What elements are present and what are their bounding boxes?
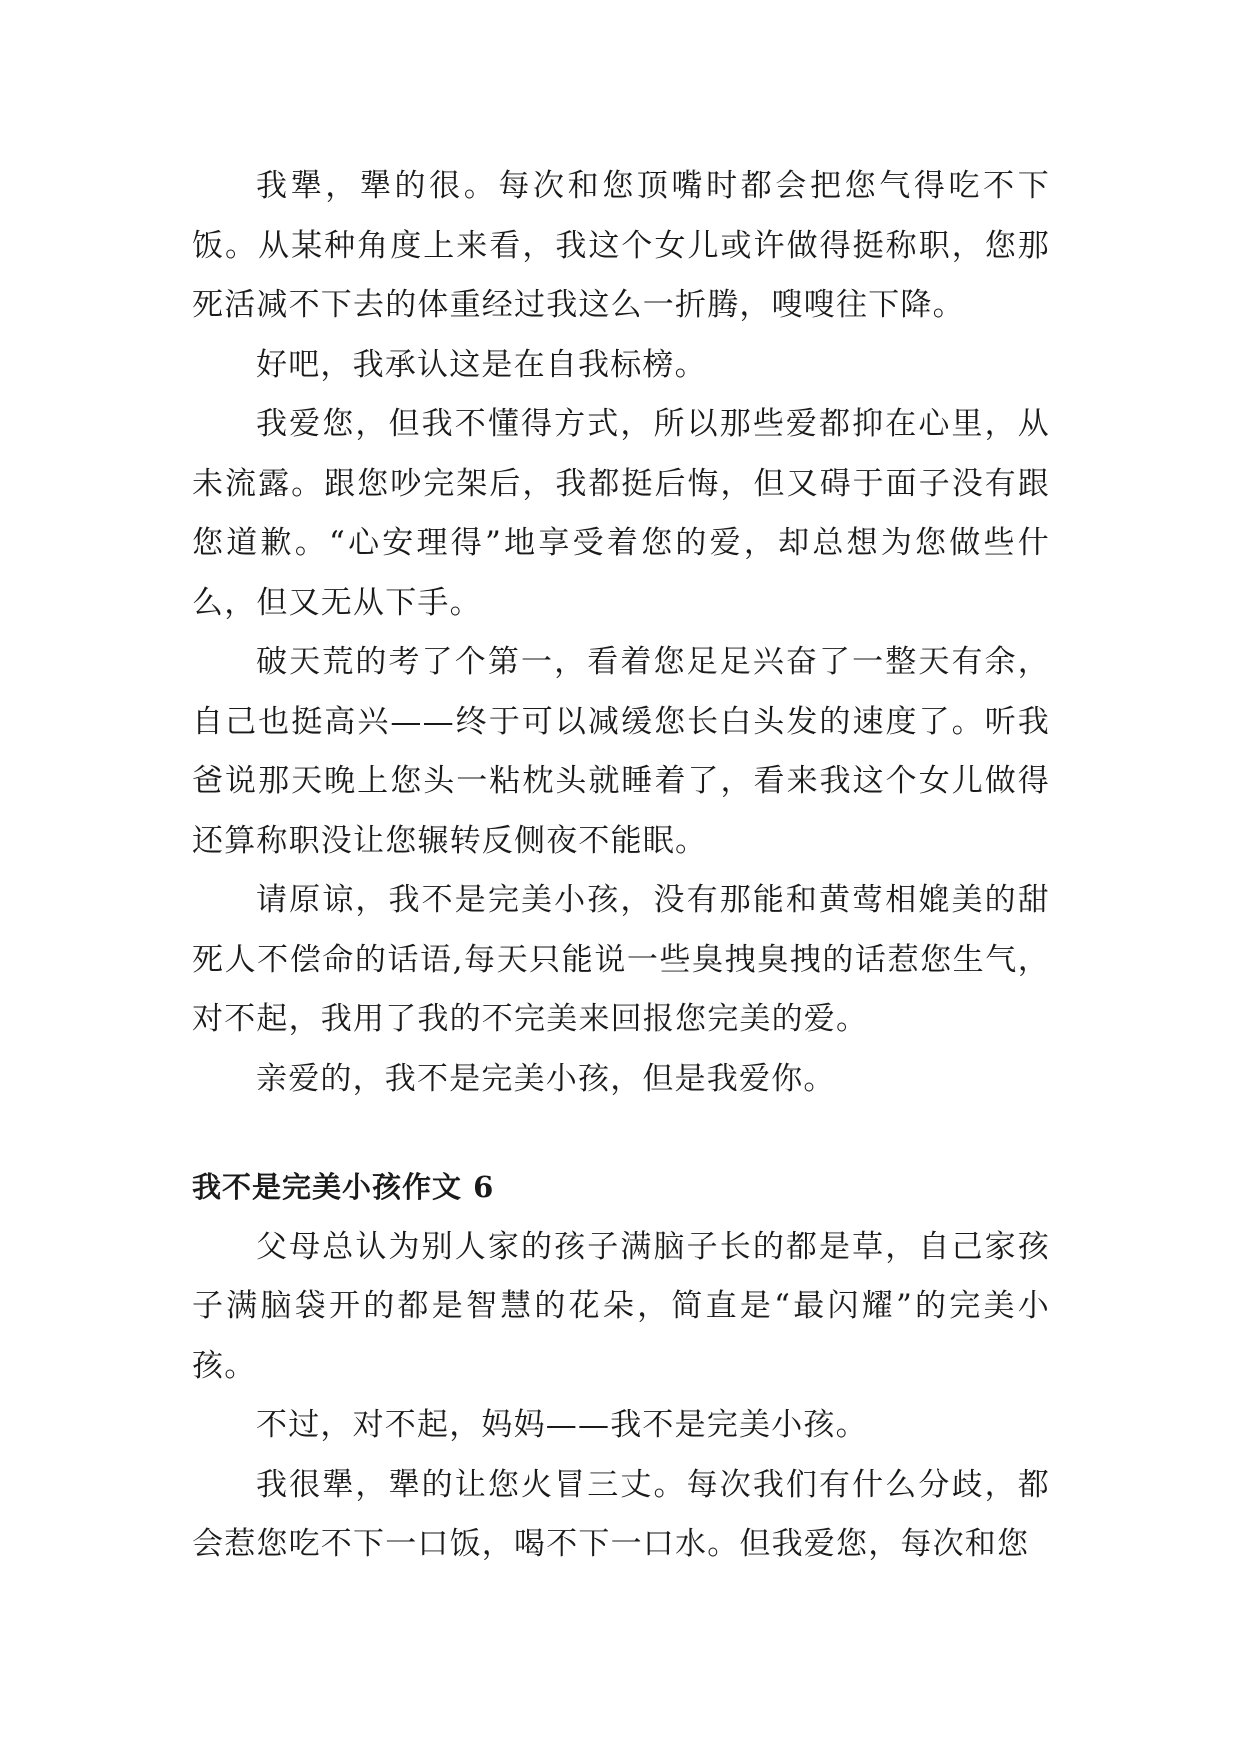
- section-heading: 我不是完美小孩作文 6: [192, 1170, 495, 1204]
- paragraph: 破天荒的考了个第一，看着您足足兴奋了一整天有余，自己也挺高兴——终于可以减缓您长白头发的速度了。听我爸说那天晚上您头一粘枕头就睡着了，看来我这个女儿做得还算称职没让您辗转反侧夜不能眠。: [192, 644, 1050, 859]
- paragraph: 请原谅，我不是完美小孩，没有那能和黄莺相媲美的甜死人不偿命的话语,每天只能说一些臭拽臭拽的话惹您生气，对不起，我用了我的不完美来回报您完美的爱。: [192, 882, 1050, 1037]
- paragraph: 好吧，我承认这是在自我标榜。: [256, 346, 707, 383]
- paragraph: 亲爱的，我不是完美小孩，但是我爱你。: [256, 1060, 836, 1097]
- document-body: [192, 157, 1050, 1575]
- paragraph: 不过，对不起，妈妈——我不是完美小孩。: [256, 1407, 868, 1443]
- paragraph: 我爱您，但我不懂得方式，所以那些爱都抑在心里，从未流露。跟您吵完架后，我都挺后悔，但又碍于面子没有跟您道歉。“心安理得”地享受着您的爱，却总想为您做些什么，但又无从下手。: [192, 406, 1050, 621]
- paragraph: 父母总认为别人家的孩子满脑子长的都是草，自己家孩子满脑袋开的都是智慧的花朵，简直是“最闪耀”的完美小孩。: [192, 1228, 1050, 1384]
- paragraph: 我犟，犟的很。每次和您顶嘴时都会把您气得吃不下饭。从某种角度上来看，我这个女儿或许做得挺称职，您那死活减不下去的体重经过我这么一折腾，嗖嗖往下降。: [192, 168, 1050, 323]
- paragraph: 我很犟，犟的让您火冒三丈。每次我们有什么分歧，都会惹您吃不下一口饭，喝不下一口水。但我爱您，每次和您: [192, 1466, 1050, 1562]
- section-spacer: [192, 1109, 1050, 1158]
